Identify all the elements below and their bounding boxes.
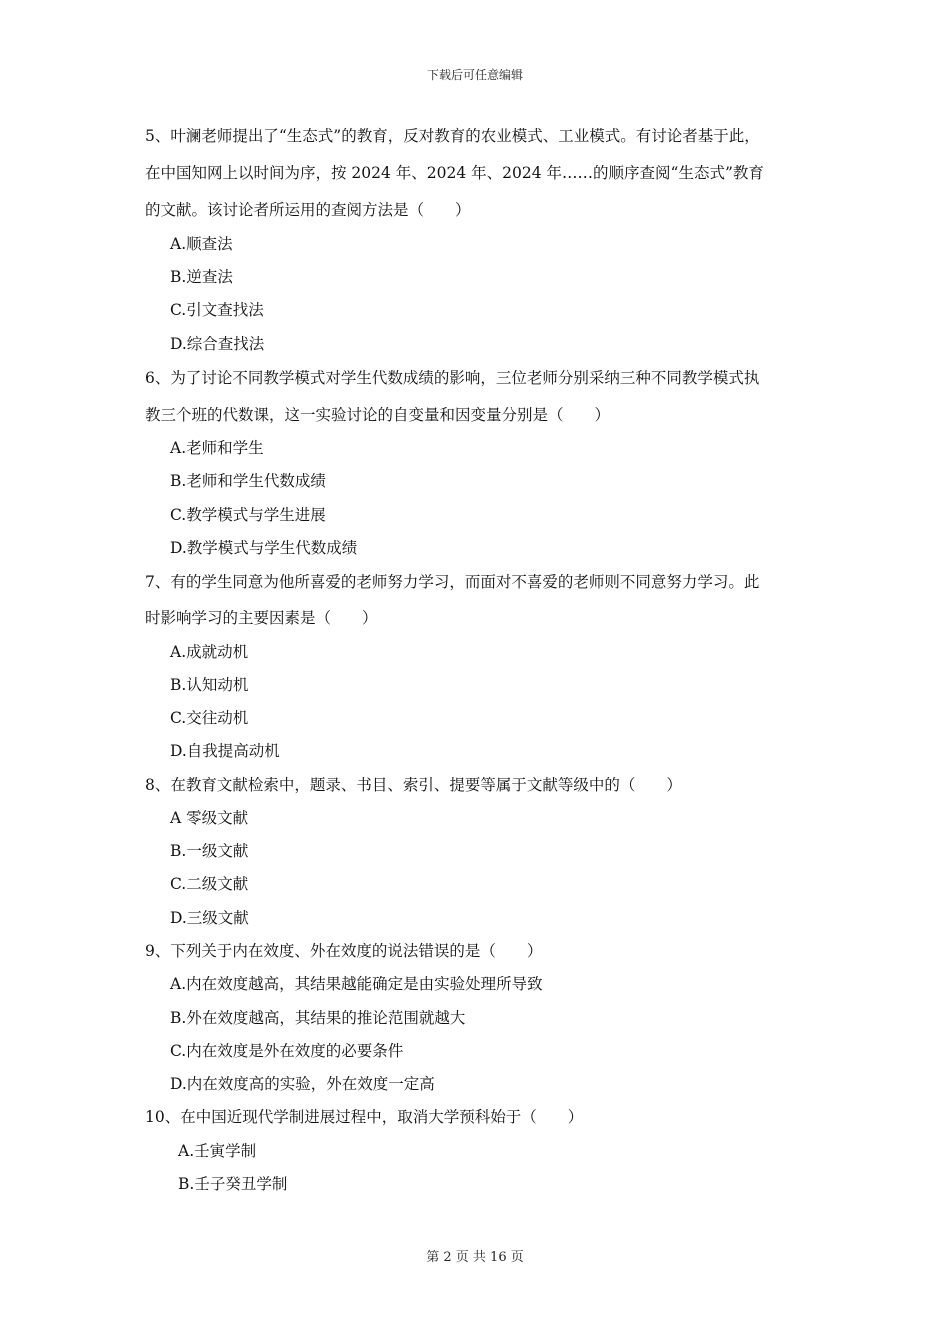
question-7-stem-line-2: 时影响学习的主要因素是（ ） — [145, 609, 378, 627]
question-7-option-b: B.认知动机 — [170, 676, 249, 694]
question-5-option-a: A.顺查法 — [170, 235, 233, 253]
question-8-option-c: C.二级文献 — [170, 875, 249, 893]
question-5-stem-line-1: 5、叶澜老师提出了“生态式”的教育，反对教育的农业模式、工业模式。有讨论者基于此， — [145, 127, 760, 145]
question-6-option-d: D.教学模式与学生代数成绩 — [170, 539, 358, 557]
question-9-stem-line-1: 9、下列关于内在效度、外在效度的说法错误的是（ ） — [145, 942, 543, 960]
question-7-option-c: C.交往动机 — [170, 709, 249, 727]
question-6-stem-line-1: 6、为了讨论不同教学模式对学生代数成绩的影响，三位老师分别采纳三种不同教学模式执 — [145, 369, 760, 387]
question-6-stem-line-2: 教三个班的代数课，这一实验讨论的自变量和因变量分别是（ ） — [145, 406, 611, 424]
question-5-stem-line-3: 的文献。该讨论者所运用的查阅方法是（ ） — [145, 201, 471, 219]
question-10-option-b: B.壬子癸丑学制 — [178, 1175, 288, 1193]
question-5-option-d: D.综合查找法 — [170, 335, 265, 353]
question-7-option-d: D.自我提高动机 — [170, 742, 280, 760]
question-6-option-a: A.老师和学生 — [170, 439, 264, 457]
question-10-option-a: A.壬寅学制 — [178, 1142, 257, 1160]
question-6-option-b: B.老师和学生代数成绩 — [170, 472, 326, 490]
page-header: 下载后可任意编辑 — [426, 68, 523, 82]
question-10-stem-line-1: 10、在中国近现代学制进展过程中，取消大学预科始于（ ） — [145, 1108, 584, 1126]
question-8-option-b: B.一级文献 — [170, 842, 249, 860]
question-6-option-c: C.教学模式与学生进展 — [170, 506, 326, 524]
question-7-stem-line-1: 7、有的学生同意为他所喜爱的老师努力学习，而面对不喜爱的老师则不同意努力学习。此 — [145, 573, 760, 591]
question-8-option-d: D.三级文献 — [170, 909, 249, 927]
question-9-option-b: B.外在效度越高，其结果的推论范围就越大 — [170, 1009, 466, 1027]
question-7-option-a: A.成就动机 — [170, 643, 249, 661]
question-5-stem-line-2: 在中国知网上以时间为序，按 2024 年、2024 年、2024 年……的顺序查阅“生态式”教育 — [145, 164, 764, 182]
question-8-option-a: A 零级文献 — [170, 809, 249, 827]
question-8-stem-line-1: 8、在教育文献检索中，题录、书目、索引、提要等属于文献等级中的（ ） — [145, 776, 682, 794]
question-5-option-b: B.逆查法 — [170, 268, 233, 286]
question-9-option-d: D.内在效度高的实验，外在效度一定高 — [170, 1075, 435, 1093]
page-footer: 第 2 页 共 16 页 — [426, 1250, 524, 1265]
question-5-option-c: C.引文查找法 — [170, 301, 264, 319]
question-9-option-c: C.内在效度是外在效度的必要条件 — [170, 1042, 404, 1060]
question-9-option-a: A.内在效度越高，其结果越能确定是由实验处理所导致 — [170, 975, 543, 993]
